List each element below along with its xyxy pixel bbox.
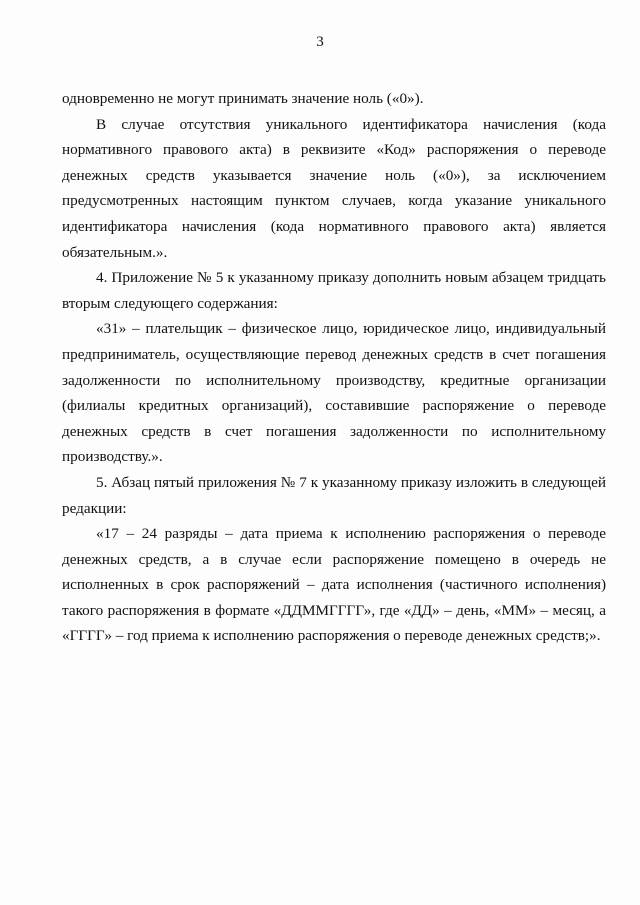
paragraph-payer-31: «31» – плательщик – физическое лицо, юридическое лицо, индивидуальный предприниматель, осуществляющие перевод денежных средств в счет погашения задолженности по исполнительному производству, кредитные организации (филиалы кредитных организаций), составившие распоряжение о переводе денежных средств в счет погашения задолженности по исполнительному производству.». bbox=[62, 320, 606, 466]
document-body bbox=[62, 86, 606, 649]
paragraph-item-4: 4. Приложение № 5 к указанному приказу дополнить новым абзацем тридцать вторым следующего содержания: bbox=[62, 269, 606, 312]
paragraph-zero-code: В случае отсутствия уникального идентификатора начисления (кода нормативного правового акта) в реквизите «Код» распоряжения о переводе денежных средств указывается значение ноль («0»), за исключением предусмотренных настоящим пунктом случаев, когда указание уникального идентификатора начисления (кода нормативного правового акта) является обязательным.». bbox=[62, 115, 606, 261]
paragraph-item-5: 5. Абзац пятый приложения № 7 к указанному приказу изложить в следующей редакции: bbox=[62, 473, 606, 517]
paragraph-continuation: одновременно не могут принимать значение ноль («0»). bbox=[62, 90, 424, 107]
page-number: 3 bbox=[316, 34, 324, 50]
paragraph-digits-17-24: «17 – 24 разряды – дата приема к исполнению распоряжения о переводе денежных средств, а в случае если распоряжение помещено в очередь не исполненных в срок распоряжений – дата исполнения (частичного исполнения) такого распоряжения в формате «ДДММГГГГ», где «ДД» – день, «ММ» – месяц, а «ГГГГ» – год приема к исполнению распоряжения о переводе денежных средств;». bbox=[62, 525, 606, 645]
